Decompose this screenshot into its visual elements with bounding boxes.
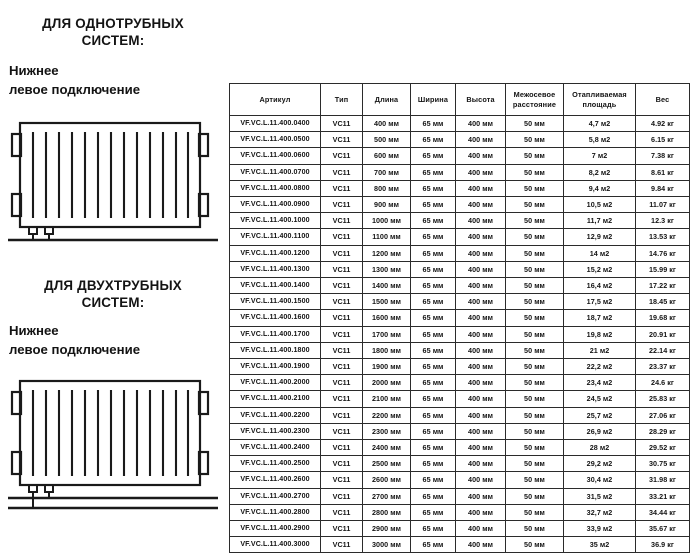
table-row	[230, 407, 690, 423]
table-row	[230, 197, 690, 213]
cell-article: VF.VC.L.11.400.3000	[230, 537, 321, 553]
table-row	[230, 278, 690, 294]
cell-heated-area: 31,5 м2	[564, 488, 636, 504]
cell-axis-distance: 50 мм	[506, 326, 564, 342]
cell-type: VC11	[321, 213, 363, 229]
cell-length: 800 мм	[363, 180, 411, 196]
cell-height: 400 мм	[456, 326, 506, 342]
cell-weight: 22.14 кг	[636, 342, 690, 358]
cell-width: 65 мм	[411, 261, 456, 277]
cell-type: VC11	[321, 180, 363, 196]
two-pipe-subheading	[9, 322, 221, 359]
cell-heated-area: 26,9 м2	[564, 423, 636, 439]
cell-axis-distance: 50 мм	[506, 164, 564, 180]
cell-heated-area: 14 м2	[564, 245, 636, 261]
specification-table-container	[229, 83, 689, 553]
cell-article: VF.VC.L.11.400.0500	[230, 132, 321, 148]
cell-article: VF.VC.L.11.400.2300	[230, 423, 321, 439]
cell-weight: 18.45 кг	[636, 294, 690, 310]
cell-axis-distance: 50 мм	[506, 213, 564, 229]
table-row	[230, 537, 690, 553]
cell-heated-area: 15,2 м2	[564, 261, 636, 277]
cell-length: 600 мм	[363, 148, 411, 164]
cell-article: VF.VC.L.11.400.2900	[230, 521, 321, 537]
cell-heated-area: 35 м2	[564, 537, 636, 553]
cell-type: VC11	[321, 148, 363, 164]
cell-type: VC11	[321, 456, 363, 472]
cell-article: VF.VC.L.11.400.1800	[230, 342, 321, 358]
cell-type: VC11	[321, 521, 363, 537]
table-row	[230, 488, 690, 504]
cell-type: VC11	[321, 440, 363, 456]
two-pipe-subheading-line2: левое подключение	[9, 341, 141, 357]
cell-type: VC11	[321, 245, 363, 261]
cell-width: 65 мм	[411, 504, 456, 520]
cell-width: 65 мм	[411, 278, 456, 294]
cell-weight: 28.29 кг	[636, 423, 690, 439]
single-pipe-heading-line1: ДЛЯ ОДНОТРУБНЫХ	[42, 16, 184, 31]
cell-heated-area: 10,5 м2	[564, 197, 636, 213]
cell-heated-area: 24,5 м2	[564, 391, 636, 407]
cell-width: 65 мм	[411, 456, 456, 472]
column-header-weight: Вес	[636, 84, 690, 116]
cell-length: 2800 мм	[363, 504, 411, 520]
table-row	[230, 504, 690, 520]
cell-axis-distance: 50 мм	[506, 342, 564, 358]
radiator-two-pipe-bottom-left-connection	[0, 374, 226, 519]
cell-type: VC11	[321, 537, 363, 553]
cell-type: VC11	[321, 164, 363, 180]
cell-height: 400 мм	[456, 180, 506, 196]
cell-height: 400 мм	[456, 391, 506, 407]
cell-height: 400 мм	[456, 521, 506, 537]
cell-height: 400 мм	[456, 278, 506, 294]
cell-width: 65 мм	[411, 423, 456, 439]
cell-weight: 6.15 кг	[636, 132, 690, 148]
cell-weight: 8.61 кг	[636, 164, 690, 180]
cell-height: 400 мм	[456, 132, 506, 148]
cell-article: VF.VC.L.11.400.1900	[230, 359, 321, 375]
column-header-article: Артикул	[230, 84, 321, 116]
cell-weight: 14.76 кг	[636, 245, 690, 261]
cell-weight: 30.75 кг	[636, 456, 690, 472]
cell-width: 65 мм	[411, 359, 456, 375]
cell-weight: 12.3 кг	[636, 213, 690, 229]
table-row	[230, 116, 690, 132]
cell-width: 65 мм	[411, 521, 456, 537]
cell-height: 400 мм	[456, 310, 506, 326]
cell-weight: 19.68 кг	[636, 310, 690, 326]
cell-heated-area: 11,7 м2	[564, 213, 636, 229]
cell-heated-area: 8,2 м2	[564, 164, 636, 180]
table-row	[230, 164, 690, 180]
cell-heated-area: 9,4 м2	[564, 180, 636, 196]
cell-axis-distance: 50 мм	[506, 359, 564, 375]
cell-heated-area: 4,7 м2	[564, 116, 636, 132]
cell-heated-area: 16,4 м2	[564, 278, 636, 294]
cell-axis-distance: 50 мм	[506, 278, 564, 294]
cell-height: 400 мм	[456, 342, 506, 358]
cell-axis-distance: 50 мм	[506, 537, 564, 553]
table-row	[230, 375, 690, 391]
cell-length: 1500 мм	[363, 294, 411, 310]
cell-axis-distance: 50 мм	[506, 148, 564, 164]
cell-weight: 24.6 кг	[636, 375, 690, 391]
cell-length: 1100 мм	[363, 229, 411, 245]
cell-article: VF.VC.L.11.400.2800	[230, 504, 321, 520]
single-pipe-subheading-line2: левое подключение	[9, 81, 141, 97]
cell-article: VF.VC.L.11.400.1500	[230, 294, 321, 310]
cell-type: VC11	[321, 310, 363, 326]
cell-weight: 13.53 кг	[636, 229, 690, 245]
cell-type: VC11	[321, 197, 363, 213]
cell-height: 400 мм	[456, 359, 506, 375]
cell-type: VC11	[321, 132, 363, 148]
cell-height: 400 мм	[456, 423, 506, 439]
cell-axis-distance: 50 мм	[506, 132, 564, 148]
cell-type: VC11	[321, 472, 363, 488]
table-body	[230, 116, 690, 553]
cell-height: 400 мм	[456, 261, 506, 277]
table-row	[230, 229, 690, 245]
cell-type: VC11	[321, 407, 363, 423]
two-pipe-subheading-line1: Нижнее	[9, 323, 59, 338]
cell-weight: 25.83 кг	[636, 391, 690, 407]
cell-axis-distance: 50 мм	[506, 456, 564, 472]
column-header-heated-area: Отапливаемая площадь	[564, 84, 636, 116]
table-row	[230, 440, 690, 456]
cell-heated-area: 17,5 м2	[564, 294, 636, 310]
cell-height: 400 мм	[456, 164, 506, 180]
cell-width: 65 мм	[411, 391, 456, 407]
cell-article: VF.VC.L.11.400.2700	[230, 488, 321, 504]
cell-width: 65 мм	[411, 472, 456, 488]
cell-width: 65 мм	[411, 164, 456, 180]
cell-article: VF.VC.L.11.400.2600	[230, 472, 321, 488]
cell-article: VF.VC.L.11.400.1100	[230, 229, 321, 245]
cell-weight: 15.99 кг	[636, 261, 690, 277]
cell-length: 1000 мм	[363, 213, 411, 229]
table-row	[230, 245, 690, 261]
table-row	[230, 391, 690, 407]
table-row	[230, 148, 690, 164]
cell-axis-distance: 50 мм	[506, 440, 564, 456]
table-row	[230, 213, 690, 229]
cell-height: 400 мм	[456, 197, 506, 213]
cell-height: 400 мм	[456, 537, 506, 553]
radiator-single-pipe-bottom-left-connection	[0, 116, 226, 246]
cell-width: 65 мм	[411, 294, 456, 310]
table-row	[230, 132, 690, 148]
cell-height: 400 мм	[456, 245, 506, 261]
cell-length: 900 мм	[363, 197, 411, 213]
single-pipe-heading	[6, 16, 220, 49]
cell-axis-distance: 50 мм	[506, 116, 564, 132]
cell-weight: 36.9 кг	[636, 537, 690, 553]
cell-axis-distance: 50 мм	[506, 261, 564, 277]
connection-diagrams-panel	[0, 0, 226, 535]
cell-height: 400 мм	[456, 488, 506, 504]
cell-length: 1800 мм	[363, 342, 411, 358]
cell-article: VF.VC.L.11.400.0700	[230, 164, 321, 180]
cell-width: 65 мм	[411, 245, 456, 261]
cell-axis-distance: 50 мм	[506, 521, 564, 537]
cell-width: 65 мм	[411, 229, 456, 245]
cell-axis-distance: 50 мм	[506, 180, 564, 196]
cell-article: VF.VC.L.11.400.2500	[230, 456, 321, 472]
table-row	[230, 359, 690, 375]
cell-article: VF.VC.L.11.400.1000	[230, 213, 321, 229]
cell-type: VC11	[321, 488, 363, 504]
cell-height: 400 мм	[456, 456, 506, 472]
cell-heated-area: 30,4 м2	[564, 472, 636, 488]
column-header-axis-distance: Межосевое расстояние	[506, 84, 564, 116]
cell-weight: 11.07 кг	[636, 197, 690, 213]
cell-height: 400 мм	[456, 375, 506, 391]
specification-table	[229, 83, 690, 553]
cell-heated-area: 25,7 м2	[564, 407, 636, 423]
cell-type: VC11	[321, 375, 363, 391]
cell-axis-distance: 50 мм	[506, 294, 564, 310]
cell-height: 400 мм	[456, 116, 506, 132]
cell-axis-distance: 50 мм	[506, 245, 564, 261]
cell-article: VF.VC.L.11.400.0900	[230, 197, 321, 213]
cell-heated-area: 12,9 м2	[564, 229, 636, 245]
cell-type: VC11	[321, 326, 363, 342]
cell-type: VC11	[321, 261, 363, 277]
cell-width: 65 мм	[411, 440, 456, 456]
cell-axis-distance: 50 мм	[506, 197, 564, 213]
cell-width: 65 мм	[411, 407, 456, 423]
table-row	[230, 456, 690, 472]
cell-length: 2000 мм	[363, 375, 411, 391]
cell-length: 2300 мм	[363, 423, 411, 439]
column-header-length: Длина	[363, 84, 411, 116]
cell-heated-area: 23,4 м2	[564, 375, 636, 391]
cell-width: 65 мм	[411, 116, 456, 132]
cell-width: 65 мм	[411, 197, 456, 213]
cell-type: VC11	[321, 359, 363, 375]
cell-heated-area: 18,7 м2	[564, 310, 636, 326]
cell-length: 1300 мм	[363, 261, 411, 277]
cell-height: 400 мм	[456, 407, 506, 423]
cell-type: VC11	[321, 278, 363, 294]
cell-length: 3000 мм	[363, 537, 411, 553]
cell-axis-distance: 50 мм	[506, 488, 564, 504]
cell-article: VF.VC.L.11.400.0800	[230, 180, 321, 196]
cell-article: VF.VC.L.11.400.1600	[230, 310, 321, 326]
cell-article: VF.VC.L.11.400.1200	[230, 245, 321, 261]
cell-height: 400 мм	[456, 440, 506, 456]
cell-axis-distance: 50 мм	[506, 229, 564, 245]
cell-article: VF.VC.L.11.400.2000	[230, 375, 321, 391]
cell-weight: 35.67 кг	[636, 521, 690, 537]
cell-length: 2700 мм	[363, 488, 411, 504]
cell-article: VF.VC.L.11.400.0400	[230, 116, 321, 132]
cell-axis-distance: 50 мм	[506, 375, 564, 391]
cell-weight: 9.84 кг	[636, 180, 690, 196]
cell-width: 65 мм	[411, 132, 456, 148]
cell-length: 2500 мм	[363, 456, 411, 472]
cell-weight: 20.91 кг	[636, 326, 690, 342]
cell-height: 400 мм	[456, 504, 506, 520]
cell-axis-distance: 50 мм	[506, 407, 564, 423]
cell-article: VF.VC.L.11.400.2200	[230, 407, 321, 423]
cell-type: VC11	[321, 342, 363, 358]
cell-length: 500 мм	[363, 132, 411, 148]
cell-width: 65 мм	[411, 342, 456, 358]
single-pipe-heading-line2: СИСТЕМ:	[81, 32, 145, 48]
column-header-width: Ширина	[411, 84, 456, 116]
cell-axis-distance: 50 мм	[506, 423, 564, 439]
two-pipe-heading-line1: ДЛЯ ДВУХТРУБНЫХ	[44, 278, 182, 293]
cell-heated-area: 5,8 м2	[564, 132, 636, 148]
cell-heated-area: 29,2 м2	[564, 456, 636, 472]
cell-length: 2100 мм	[363, 391, 411, 407]
cell-height: 400 мм	[456, 148, 506, 164]
table-row	[230, 521, 690, 537]
cell-weight: 33.21 кг	[636, 488, 690, 504]
table-row	[230, 294, 690, 310]
cell-height: 400 мм	[456, 229, 506, 245]
cell-width: 65 мм	[411, 213, 456, 229]
cell-length: 1400 мм	[363, 278, 411, 294]
cell-weight: 34.44 кг	[636, 504, 690, 520]
cell-article: VF.VC.L.11.400.1400	[230, 278, 321, 294]
cell-weight: 27.06 кг	[636, 407, 690, 423]
cell-width: 65 мм	[411, 180, 456, 196]
cell-article: VF.VC.L.11.400.2100	[230, 391, 321, 407]
cell-heated-area: 7 м2	[564, 148, 636, 164]
table-row	[230, 423, 690, 439]
cell-height: 400 мм	[456, 213, 506, 229]
table-row	[230, 472, 690, 488]
cell-axis-distance: 50 мм	[506, 391, 564, 407]
table-row	[230, 342, 690, 358]
cell-type: VC11	[321, 229, 363, 245]
cell-length: 1900 мм	[363, 359, 411, 375]
table-row	[230, 180, 690, 196]
cell-length: 2900 мм	[363, 521, 411, 537]
cell-axis-distance: 50 мм	[506, 504, 564, 520]
table-row	[230, 326, 690, 342]
two-pipe-heading-line2: СИСТЕМ:	[81, 294, 145, 310]
cell-weight: 23.37 кг	[636, 359, 690, 375]
cell-axis-distance: 50 мм	[506, 310, 564, 326]
cell-height: 400 мм	[456, 294, 506, 310]
cell-length: 700 мм	[363, 164, 411, 180]
cell-width: 65 мм	[411, 537, 456, 553]
cell-article: VF.VC.L.11.400.0600	[230, 148, 321, 164]
single-pipe-subheading-line1: Нижнее	[9, 63, 59, 78]
cell-heated-area: 21 м2	[564, 342, 636, 358]
cell-length: 400 мм	[363, 116, 411, 132]
cell-width: 65 мм	[411, 375, 456, 391]
cell-type: VC11	[321, 294, 363, 310]
table-row	[230, 261, 690, 277]
cell-heated-area: 19,8 м2	[564, 326, 636, 342]
cell-heated-area: 33,9 м2	[564, 521, 636, 537]
cell-width: 65 мм	[411, 326, 456, 342]
cell-weight: 17.22 кг	[636, 278, 690, 294]
cell-axis-distance: 50 мм	[506, 472, 564, 488]
cell-type: VC11	[321, 504, 363, 520]
cell-heated-area: 22,2 м2	[564, 359, 636, 375]
cell-length: 2200 мм	[363, 407, 411, 423]
table-row	[230, 310, 690, 326]
cell-weight: 29.52 кг	[636, 440, 690, 456]
cell-width: 65 мм	[411, 488, 456, 504]
two-pipe-heading	[6, 278, 220, 311]
column-header-type: Тип	[321, 84, 363, 116]
cell-type: VC11	[321, 116, 363, 132]
cell-type: VC11	[321, 391, 363, 407]
cell-width: 65 мм	[411, 148, 456, 164]
cell-type: VC11	[321, 423, 363, 439]
cell-length: 1700 мм	[363, 326, 411, 342]
single-pipe-subheading	[9, 62, 221, 99]
cell-height: 400 мм	[456, 472, 506, 488]
cell-width: 65 мм	[411, 310, 456, 326]
cell-weight: 4.92 кг	[636, 116, 690, 132]
cell-article: VF.VC.L.11.400.1300	[230, 261, 321, 277]
table-header-row	[230, 84, 690, 116]
cell-article: VF.VC.L.11.400.1700	[230, 326, 321, 342]
cell-length: 1600 мм	[363, 310, 411, 326]
cell-length: 2600 мм	[363, 472, 411, 488]
cell-weight: 31.98 кг	[636, 472, 690, 488]
cell-length: 2400 мм	[363, 440, 411, 456]
cell-weight: 7.38 кг	[636, 148, 690, 164]
cell-heated-area: 28 м2	[564, 440, 636, 456]
column-header-height: Высота	[456, 84, 506, 116]
cell-length: 1200 мм	[363, 245, 411, 261]
cell-heated-area: 32,7 м2	[564, 504, 636, 520]
cell-article: VF.VC.L.11.400.2400	[230, 440, 321, 456]
